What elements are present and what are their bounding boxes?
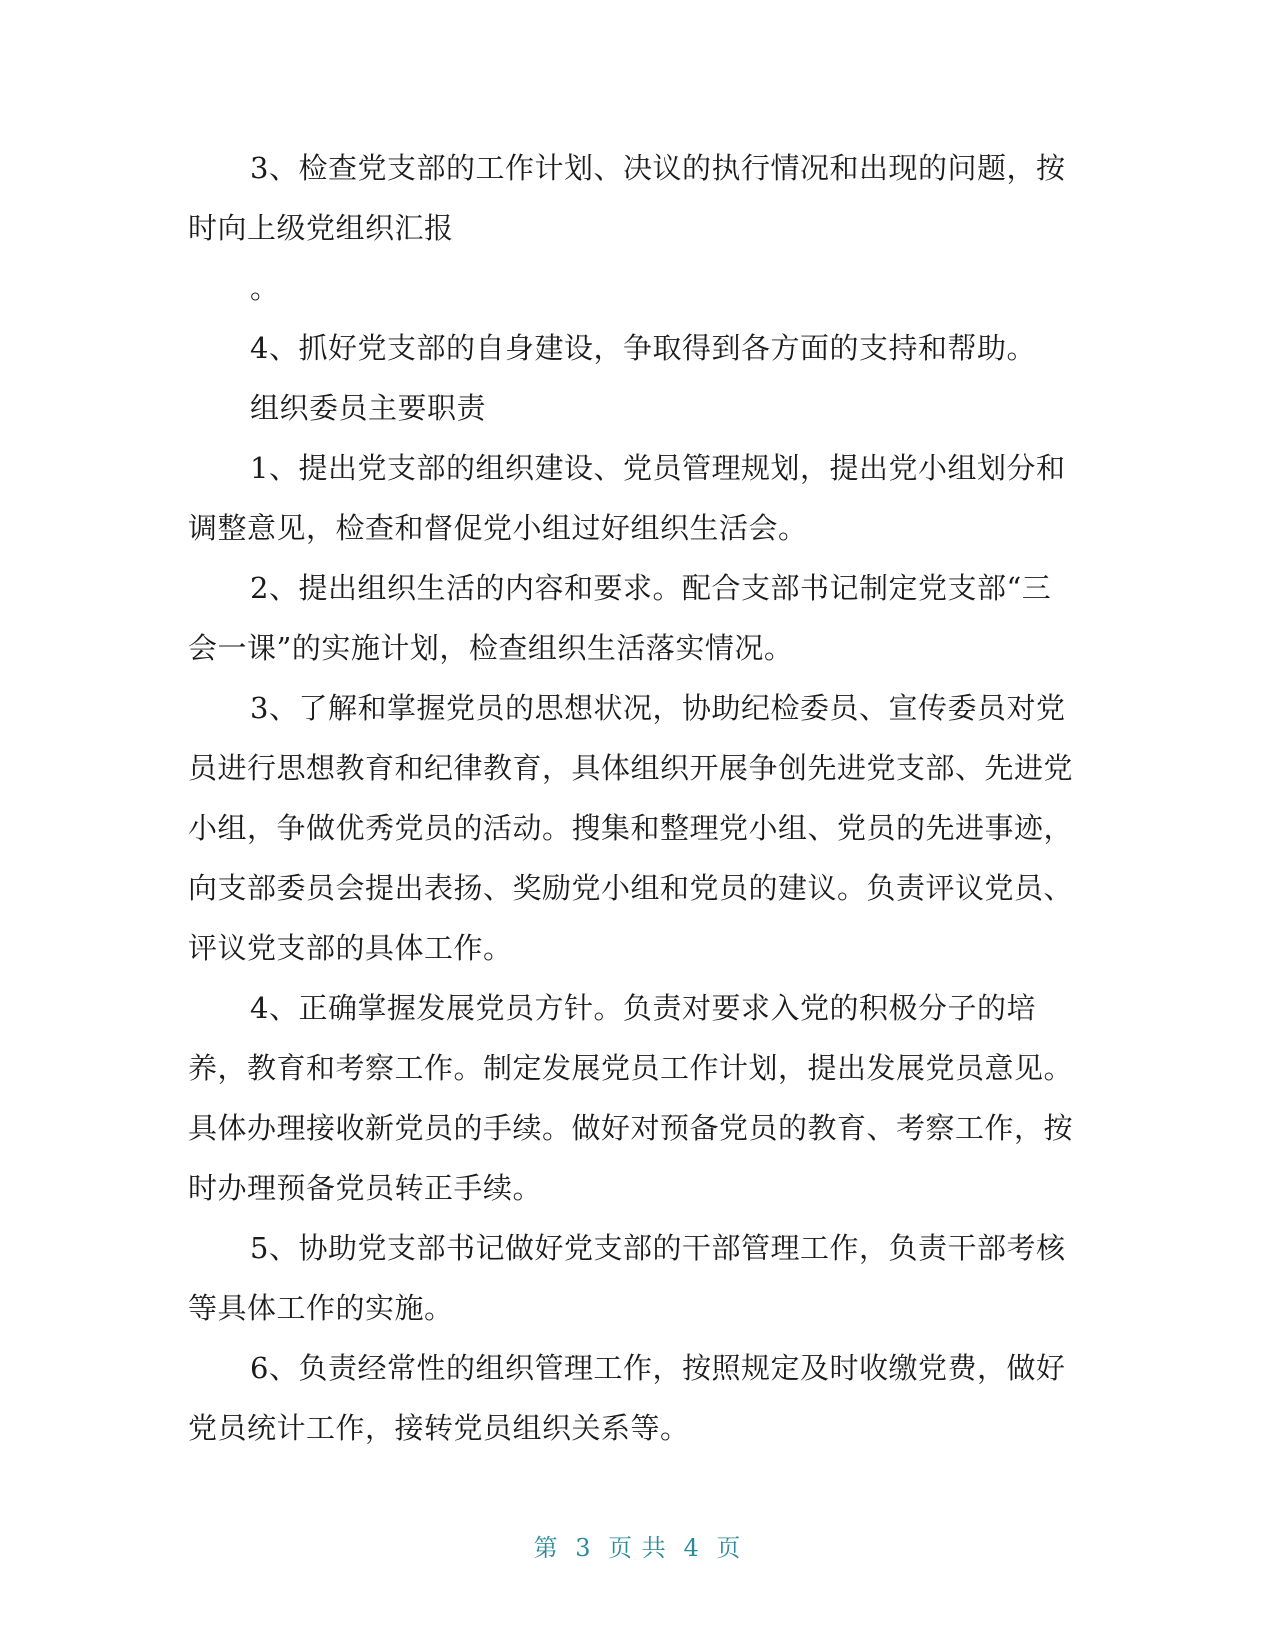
current-page-number: 3 (575, 1534, 592, 1562)
paragraph: 4、正确掌握发展党员方针。负责对要求入党的积极分子的培养，教育和考察工作。制定发展党员工作计划，提出发展党员意见。具体办理接收新党员的手续。做好对预备党员的教育、考察工作，按时办理预备党员转正手续。 (188, 991, 1074, 1205)
total-pages-number: 4 (683, 1534, 700, 1562)
footer-middle: 页 共 (608, 1534, 667, 1562)
section-heading: 组织委员主要职责 (250, 391, 487, 425)
paragraph: 1、提出党支部的组织建设、党员管理规划，提出党小组划分和调整意见，检查和督促党小组过好组织生活会。 (188, 451, 1066, 545)
paragraph: 。 (250, 271, 280, 305)
document-body (188, 138, 1078, 1458)
paragraph: 3、检查党支部的工作计划、决议的执行情况和出现的问题，按时向上级党组织汇报 (188, 151, 1066, 245)
paragraph: 4、抓好党支部的自身建设，争取得到各方面的支持和帮助。 (250, 331, 1036, 365)
paragraph: 5、协助党支部书记做好党支部的干部管理工作，负责干部考核等具体工作的实施。 (188, 1231, 1066, 1325)
paragraph: 3、了解和掌握党员的思想状况，协助纪检委员、宣传委员对党员进行思想教育和纪律教育，具体组织开展争创先进党支部、先进党小组，争做优秀党员的活动。搜集和整理党小组、党员的先进事迹，向支部委员会提出表扬、奖励党小组和党员的建议。负责评议党员、评议党支部的具体工作。 (188, 691, 1074, 965)
footer-prefix: 第 (533, 1534, 559, 1562)
paragraph: 6、负责经常性的组织管理工作，按照规定及时收缴党费，做好党员统计工作，接转党员组织关系等。 (188, 1351, 1066, 1445)
footer-suffix: 页 (716, 1534, 742, 1562)
page-footer (0, 1528, 1275, 1563)
paragraph: 2、提出组织生活的内容和要求。配合支部书记制定党支部“三会一课”的实施计划，检查组织生活落实情况。 (188, 571, 1052, 665)
